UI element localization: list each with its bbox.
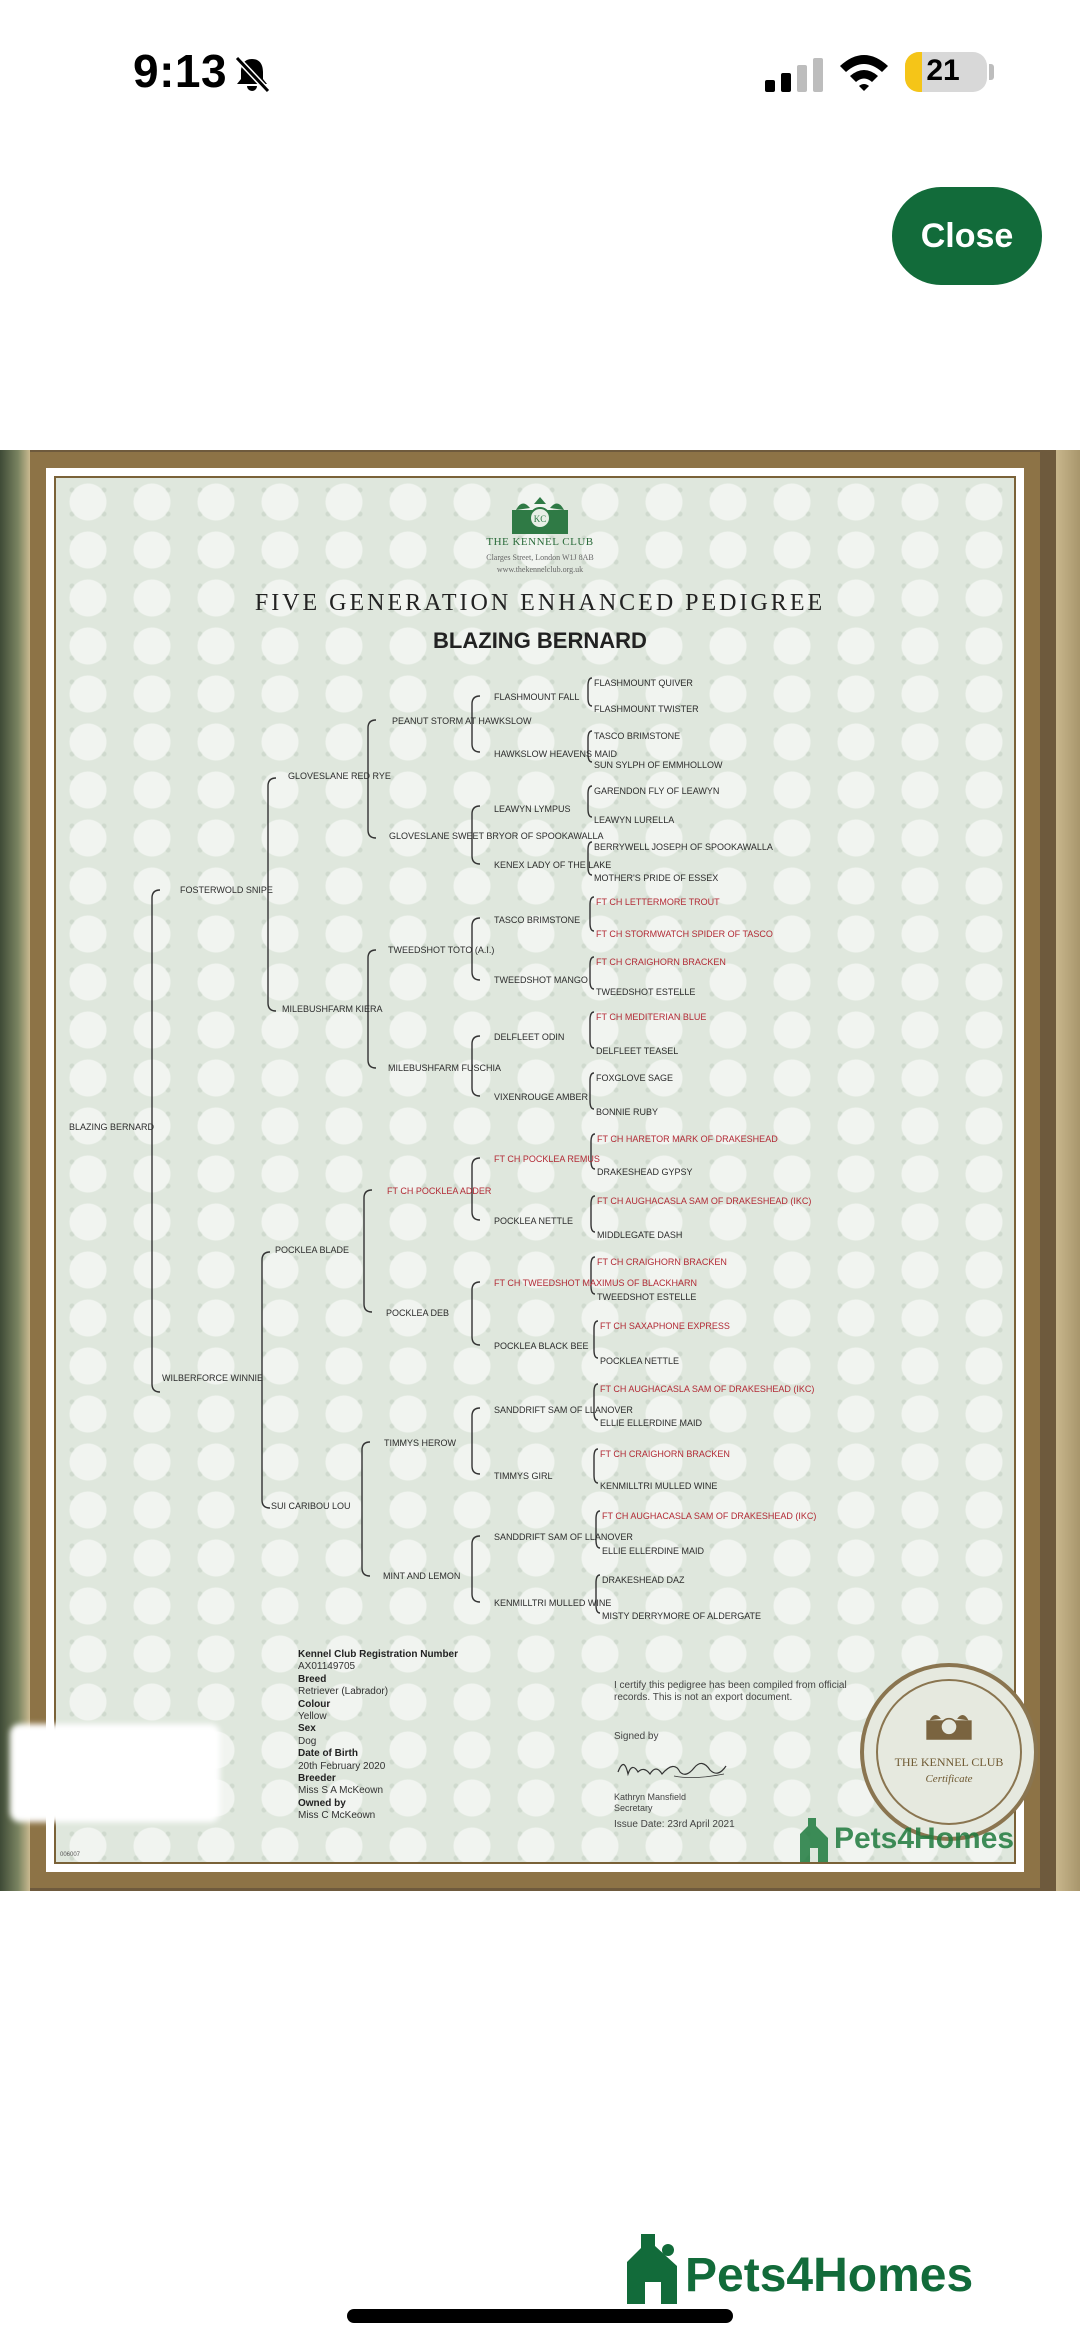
certificate-paper [30,452,1040,1888]
pedigree-entry: POCKLEA NETTLE [600,1356,680,1366]
bell-slash-icon [232,54,272,94]
pedigree-entry: DELFLEET ODIN [494,1032,565,1042]
registration-label: Colour [298,1698,331,1710]
pets4homes-watermark-text: Pets4Homes [834,1822,1015,1855]
signed-by-label: Signed by [614,1731,659,1742]
pedigree-entry: MIDDLEGATE DASH [597,1230,683,1240]
pedigree-entry: KENMILLTRI MULLED WINE [494,1598,612,1608]
pedigree-entry: GLOVESLANE SWEET BRYOR OF SPOOKAWALLA [389,831,604,841]
seal-crest-icon [922,1709,976,1743]
pedigree-entry: TWEEDSHOT MANGO [494,975,588,985]
home-indicator[interactable] [347,2309,733,2323]
pedigree-entry: MOTHER'S PRIDE OF ESSEX [594,873,719,883]
pedigree-entry: KENMILLTRI MULLED WINE [600,1481,718,1491]
registration-label: Owned by [298,1797,346,1809]
pedigree-entry: POCKLEA BLACK BEE [494,1341,589,1351]
pedigree-entry: DELFLEET TEASEL [596,1046,679,1056]
kennel-club-name: THE KENNEL CLUB [486,536,594,548]
pedigree-entry: FLASHMOUNT QUIVER [594,678,693,688]
pedigree-entry: TIMMYS GIRL [494,1471,553,1481]
svg-text:KC: KC [533,514,547,524]
status-bar [0,0,1080,150]
pedigree-entry: FT CH CRAIGHORN BRACKEN [597,1257,727,1267]
signatory-name: Kathryn Mansfield [614,1792,687,1802]
pedigree-entry: FT CH POCKLEA ADDER [387,1186,492,1196]
kennel-club-address: Clarges Street, London W1J 8AB [486,553,594,562]
pedigree-entry: FOSTERWOLD SNIPE [180,885,273,895]
pedigree-entry: TWEEDSHOT TOTO (A.I.) [388,945,495,955]
dog-name-heading: BLAZING BERNARD [433,628,647,653]
registration-value: AX01149705 [298,1661,356,1673]
pedigree-entry: FT CH AUGHACASLA SAM OF DRAKESHEAD (IKC) [600,1384,815,1394]
pedigree-entry: POCKLEA NETTLE [494,1216,574,1226]
close-button[interactable]: Close [892,187,1042,285]
seal-subtitle: Certificate [925,1773,973,1785]
seal-ring [876,1679,1022,1825]
pedigree-entry: TIMMYS HEROW [384,1438,456,1448]
redacted-area [10,1724,220,1822]
registration-value: Retriever (Labrador) [298,1686,389,1698]
battery-tip [989,64,994,80]
pedigree-entry: FT CH TWEEDSHOT MAXIMUS OF BLACKHARN [494,1278,698,1288]
pedigree-entry: VIXENROUGE AMBER [494,1092,589,1102]
pedigree-entry: FT CH LETTERMORE TROUT [596,897,720,907]
pedigree-entry: LEAWYN LURELLA [594,815,675,825]
signatory-title: Secretary [614,1803,653,1813]
pedigree-entry: SUI CARIBOU LOU [271,1501,351,1511]
registration-value: Yellow [298,1711,327,1723]
seal-title: THE KENNEL CLUB [894,1755,1004,1769]
pedigree-entry: DRAKESHEAD GYPSY [597,1167,693,1177]
certificate-title: FIVE GENERATION ENHANCED PEDIGREE [254,590,826,616]
pedigree-entry: FT CH POCKLEA REMUS [494,1154,600,1164]
pedigree-entry: HAWKSLOW HEAVENS MAID [494,749,618,759]
pedigree-entry: BONNIE RUBY [596,1107,659,1117]
pedigree-entry: TASCO BRIMSTONE [594,731,681,741]
pedigree-entry: FT CH AUGHACASLA SAM OF DRAKESHEAD (IKC) [602,1511,817,1521]
registration-label: Date of Birth [298,1748,358,1760]
photo-background-right [1056,450,1080,1891]
pedigree-entry: KENEX LADY OF THE LAKE [494,860,612,870]
certificate-inner-border [54,476,1016,1864]
registration-value: Miss S A McKeown [298,1785,384,1797]
pedigree-entry: FLASHMOUNT FALL [494,692,580,702]
registration-label: Kennel Club Registration Number [298,1649,459,1660]
pedigree-entry: PEANUT STORM AT HAWKSLOW [392,716,532,726]
signatory-details [614,1792,686,1814]
pedigree-entry: BLAZING BERNARD [69,1122,155,1132]
pedigree-entry: MISTY DERRYMORE OF ALDERGATE [602,1611,762,1621]
kennel-club-logo-icon [508,496,572,538]
handwritten-signature [614,1752,734,1784]
pedigree-entry: FOXGLOVE SAGE [596,1073,674,1083]
registration-value: Miss C McKeown [298,1810,376,1822]
registration-label: Breed [298,1673,327,1685]
pets4homes-logo-icon [627,2234,685,2304]
registration-details [298,1649,498,1823]
pedigree-entry: FT CH AUGHACASLA SAM OF DRAKESHEAD (IKC) [597,1196,812,1206]
pedigree-entry: MILEBUSHFARM FUSCHIA [388,1063,502,1073]
battery-percent: 21 [926,54,960,87]
pedigree-entry: WILBERFORCE WINNIE [162,1373,264,1383]
certification-statement: I certify this pedigree has been compiled from official records. This is not an export document. [614,1680,847,1703]
pedigree-entry: FT CH SAXAPHONE EXPRESS [600,1321,730,1331]
pedigree-entry: SUN SYLPH OF EMMHOLLOW [594,760,723,770]
wifi-icon [838,52,890,92]
kennel-club-seal [860,1663,1038,1841]
status-time: 9:13 [133,45,228,97]
pedigree-entry: DRAKESHEAD DAZ [602,1575,685,1585]
pedigree-entry: FT CH MEDITERIAN BLUE [596,1012,707,1022]
pedigree-entry: FT CH CRAIGHORN BRACKEN [596,957,726,967]
pedigree-entry: ELLIE ELLERDINE MAID [600,1418,703,1428]
pedigree-entry: POCKLEA BLADE [275,1245,350,1255]
registration-value: 20th February 2020 [298,1760,386,1772]
pedigree-entry: MILEBUSHFARM KIERA [282,1004,383,1014]
pedigree-entry: GLOVESLANE RED RYE [288,771,391,781]
pedigree-entry: FT CH HARETOR MARK OF DRAKESHEAD [597,1134,778,1144]
pedigree-entry: BERRYWELL JOSEPH OF SPOOKAWALLA [594,842,773,852]
cellular-signal-icon [765,58,823,92]
form-code: 006007 [60,1852,81,1858]
pedigree-entry: POCKLEA DEB [386,1308,450,1318]
registration-label: Sex [298,1723,316,1735]
battery-indicator [905,52,987,92]
pedigree-entry: ELLIE ELLERDINE MAID [602,1546,705,1556]
registration-value: Dog [298,1735,317,1747]
pets4homes-watermark-icon [796,1818,832,1862]
pedigree-entry: FT CH CRAIGHORN BRACKEN [600,1449,730,1459]
pedigree-entry: SANDDRIFT SAM OF LLANOVER [494,1405,633,1415]
pedigree-entry: FT CH STORMWATCH SPIDER OF TASCO [596,929,773,939]
pedigree-entry: TASCO BRIMSTONE [494,915,581,925]
issue-date: Issue Date: 23rd April 2021 [614,1819,735,1830]
pedigree-entry: MINT AND LEMON [383,1571,461,1581]
pedigree-entry: LEAWYN LYMPUS [494,804,571,814]
pets4homes-logo-text: Pets4Homes [685,2249,974,2302]
photo-background-left [0,450,30,1891]
pedigree-entry: TWEEDSHOT ESTELLE [597,1292,697,1302]
registration-label: Breeder [298,1773,336,1785]
pedigree-entry: SANDDRIFT SAM OF LLANOVER [494,1532,633,1542]
kennel-club-website: www.thekennelclub.org.uk [496,565,584,574]
pedigree-entry: TWEEDSHOT ESTELLE [596,987,696,997]
pedigree-entry: FLASHMOUNT TWISTER [594,704,699,714]
pedigree-entry: GARENDON FLY OF LEAWYN [594,786,720,796]
